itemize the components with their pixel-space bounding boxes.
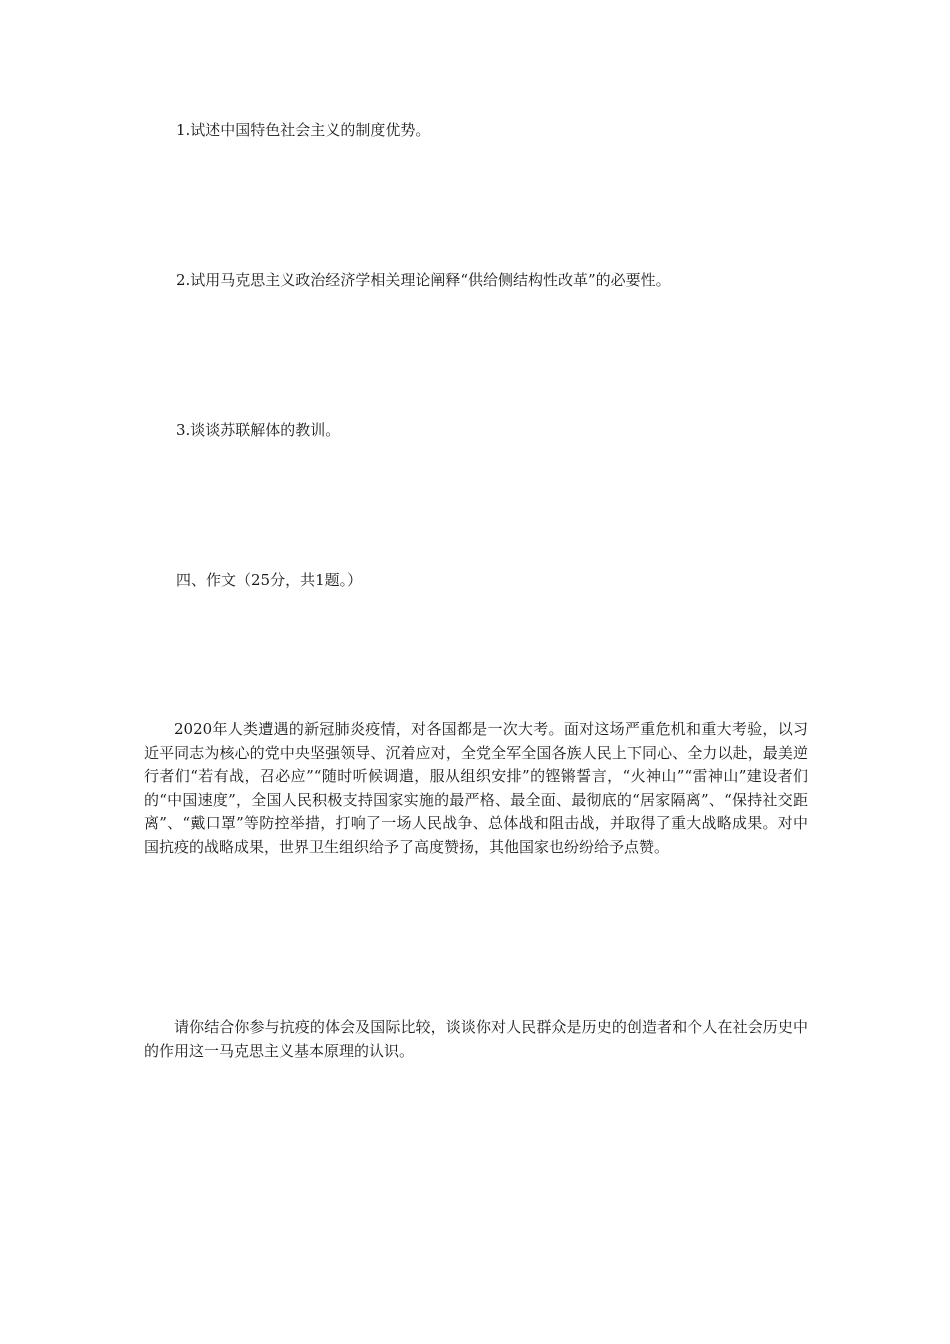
question-3: 3.谈谈苏联解体的教训。 bbox=[176, 421, 341, 439]
essay-material-paragraph: 2020年人类遭遇的新冠肺炎疫情，对各国都是一次大考。面对这场严重危机和重大考验，以习近平同志为核心的党中央坚强领导、沉着应对，全党全军全国各族人民上下同心、全力以赴，最美逆行者们“若有战，召必应”“随时听候调遣，服从组织安排”的铿锵誓言，“火神山”“雷神山”建设者们的“中国速度”，全国人民积极支持国家实施的最严格、最全面、最彻底的“居家隔离”、“保持社交距离”、“戴口罩”等防控举措，打响了一场人民战争、总体战和阻击战，并取得了重大战略成果。对中国抗疫的战略成果，世界卫生组织给予了高度赞扬，其他国家也纷纷给予点赞。 bbox=[144, 720, 808, 856]
question-2: 2.试用马克思主义政治经济学相关理论阐释“供给侧结构性改革”的必要性。 bbox=[176, 271, 671, 289]
section-heading-essay: 四、作文（25分，共1题。） bbox=[176, 571, 363, 589]
question-1: 1.试述中国特色社会主义的制度优势。 bbox=[176, 121, 431, 139]
essay-prompt-paragraph: 请你结合你参与抗疫的体会及国际比较，谈谈你对人民群众是历史的创造者和个人在社会历史中的作用这一马克思主义基本原理的认识。 bbox=[144, 1018, 808, 1060]
